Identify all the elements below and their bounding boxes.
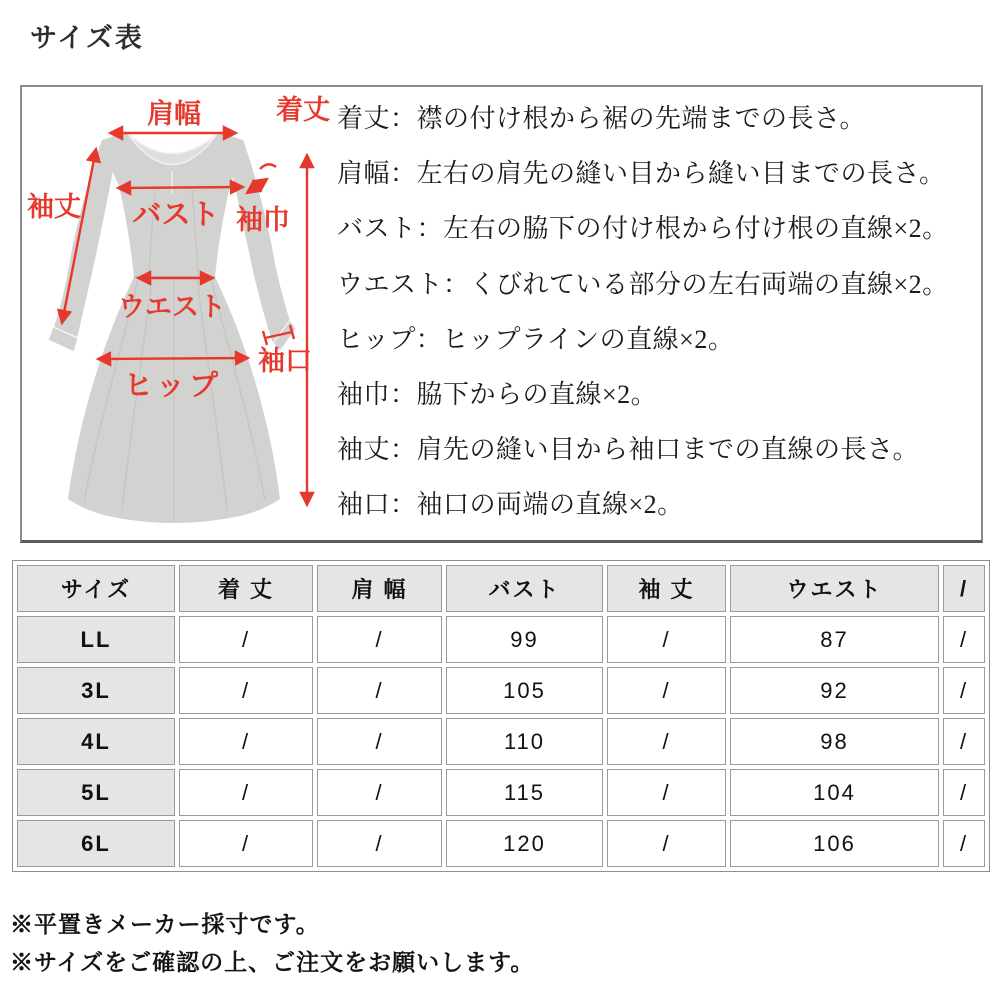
table-cell: / (943, 667, 985, 714)
table-cell: / (317, 769, 442, 816)
label-sleeve-length: 袖丈 (27, 192, 81, 222)
size-cell: 3L (17, 667, 175, 714)
size-table-header-row (17, 565, 985, 612)
table-cell: 92 (730, 667, 939, 714)
label-garment-length: 着丈 (276, 95, 330, 125)
table-cell: / (607, 667, 726, 714)
table-cell: 110 (446, 718, 603, 765)
table-row-4l (17, 718, 985, 765)
note-check-size: ※サイズをご確認の上、ご注文をお願いします。 (10, 948, 535, 975)
header-size: サイズ (17, 565, 175, 612)
table-cell: / (317, 667, 442, 714)
table-cell: / (179, 769, 313, 816)
table-row-3l (17, 667, 985, 714)
label-shoulder-width: 肩幅 (147, 99, 201, 129)
label-bust: バスト (132, 199, 220, 231)
table-cell: / (179, 718, 313, 765)
table-cell: 104 (730, 769, 939, 816)
description-sleeve-length: 袖丈：肩先の縫い目から袖口までの直線の長さ。 (337, 435, 919, 465)
table-cell: / (943, 718, 985, 765)
description-sleeve-width: 袖巾：脇下からの直線×2。 (337, 380, 658, 410)
page-title: サイズ表 (30, 23, 144, 53)
size-cell: 6L (17, 820, 175, 867)
header-slash: / (943, 565, 985, 612)
size-cell: LL (17, 616, 175, 663)
table-row-6l (17, 820, 985, 867)
size-cell: 5L (17, 769, 175, 816)
table-cell: / (943, 820, 985, 867)
table-cell: / (317, 820, 442, 867)
label-hip: ヒップ (123, 370, 223, 402)
table-cell: / (943, 769, 985, 816)
label-sleeve-width: 袖巾 (236, 205, 290, 235)
table-cell: 99 (446, 616, 603, 663)
table-cell: / (179, 667, 313, 714)
header-garment-length: 着 丈 (179, 565, 313, 612)
dress-silhouette (48, 132, 296, 523)
header-shoulder-width: 肩 幅 (317, 565, 442, 612)
table-cell: / (607, 820, 726, 867)
size-cell: 4L (17, 718, 175, 765)
table-cell: / (607, 616, 726, 663)
table-cell: / (317, 718, 442, 765)
dress-diagram (22, 87, 362, 539)
table-row-ll (17, 616, 985, 663)
measurement-diagram-box (20, 85, 983, 543)
table-cell: 98 (730, 718, 939, 765)
label-waist: ウエスト (118, 292, 226, 322)
size-table (12, 560, 990, 872)
table-cell: 105 (446, 667, 603, 714)
header-bust: バスト (446, 565, 603, 612)
header-waist: ウエスト (730, 565, 939, 612)
header-sleeve-length: 袖 丈 (607, 565, 726, 612)
table-cell: / (179, 616, 313, 663)
table-cell: 115 (446, 769, 603, 816)
description-cuff: 袖口：袖口の両端の直線×2。 (337, 490, 684, 520)
table-cell: / (179, 820, 313, 867)
table-cell: 87 (730, 616, 939, 663)
table-cell: / (943, 616, 985, 663)
description-garment-length: 着丈：襟の付け根から裾の先端までの長さ。 (337, 104, 866, 134)
table-row-5l (17, 769, 985, 816)
table-cell: 120 (446, 820, 603, 867)
measurement-descriptions (337, 89, 975, 531)
footer-notes (10, 903, 534, 979)
table-cell: / (607, 769, 726, 816)
description-hip: ヒップ：ヒップラインの直線×2。 (337, 324, 735, 354)
description-shoulder-width: 肩幅：左右の肩先の縫い目から縫い目までの長さ。 (337, 159, 946, 189)
table-cell: 106 (730, 820, 939, 867)
description-waist: ウエスト：くびれている部分の左右両端の直線×2。 (337, 269, 949, 299)
table-cell: / (317, 616, 442, 663)
table-cell: / (607, 718, 726, 765)
description-bust: バスト：左右の脇下の付け根から付け根の直線×2。 (337, 214, 949, 244)
note-measurement-method: ※平置きメーカー採寸です。 (10, 910, 320, 937)
label-cuff: 袖口 (258, 346, 312, 376)
